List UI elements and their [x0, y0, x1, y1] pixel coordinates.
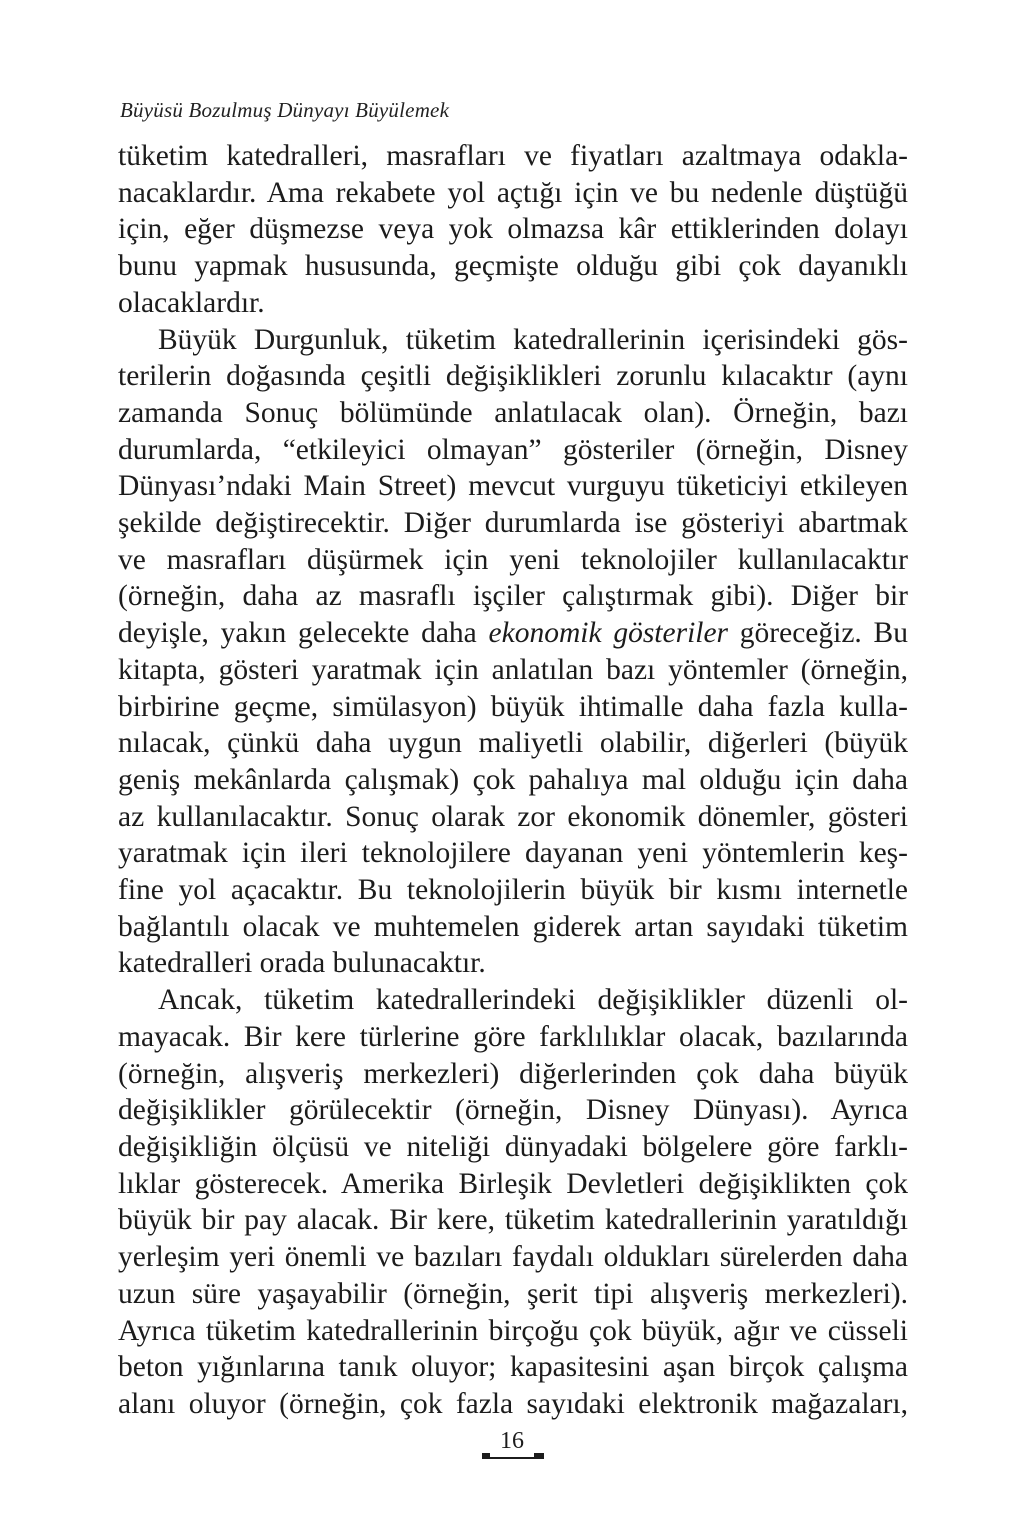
- text-line: büyük bir pay alacak. Bir kere, tüketim katedrallerinin yaratıldığı: [118, 1204, 908, 1237]
- text-line: bağlantılı olacak ve muhtemelen giderek artan sayıdaki tüketim: [118, 910, 908, 943]
- text-line: tüketim katedralleri, masrafları ve fiyatları azaltmaya odakla-: [118, 140, 908, 172]
- page-number-rule-left-cap: [482, 1453, 490, 1459]
- text-line: uzun süre yaşayabilir (örneğin, şerit tipi alışveriş merkezleri).: [118, 1277, 908, 1310]
- text-line: geniş mekânlarda çalışmak) çok pahalıya mal olduğu için daha: [118, 763, 908, 796]
- text-line: (örneğin, alışveriş merkezleri) diğerlerinden çok daha büyük: [118, 1057, 908, 1090]
- text-line: kitapta, gösteri yaratmak için anlatılan bazı yöntemler (örneğin,: [118, 653, 908, 686]
- text-line: terilerin doğasında çeşitli değişiklikleri zorunlu kılacaktır (aynı: [118, 360, 908, 393]
- text-line: değişiklikler görülecektir (örneğin, Disney Dünyası). Ayrıca: [118, 1094, 908, 1127]
- page-footer: [0, 1428, 1024, 1468]
- text-line: için, eğer düşmezse veya yok olmazsa kâr ettiklerinden dolayı: [118, 213, 908, 246]
- text-line: nılacak, çünkü daha uygun maliyetli olabilir, diğerleri (büyük: [118, 727, 908, 760]
- paragraph-1: [118, 138, 908, 322]
- text-line: şekilde değiştirecektir. Diğer durumlarda ise gösteriyi abartmak: [118, 507, 908, 540]
- text-line: mayacak. Bir kere türlerine göre farklılıklar olacak, bazılarında: [118, 1020, 908, 1053]
- text-line: bunu yapmak hususunda, geçmişte olduğu gibi çok dayanıklı: [118, 250, 908, 283]
- text-line: nacaklardır. Ama rekabete yol açtığı için ve bu nedenle düştüğü: [118, 176, 908, 209]
- text-line: alanı oluyor (örneğin, çok fazla sayıdaki elektronik mağazaları,: [118, 1387, 908, 1420]
- text-line: olacaklardır.: [118, 286, 265, 319]
- page-number: 16: [500, 1428, 524, 1454]
- text-line: değişikliğin ölçüsü ve niteliği dünyadaki bölgelere göre farklı-: [118, 1130, 908, 1163]
- text-line: lıklar gösterecek. Amerika Birleşik Devletleri değişiklikten çok: [118, 1167, 908, 1200]
- text-line: durumlarda, “etkileyici olmayan” gösteriler (örneğin, Disney: [118, 433, 908, 466]
- text-line: zamanda Sonuç bölümünde anlatılacak olan). Örneğin, bazı: [118, 396, 908, 429]
- text-line: Büyük Durgunluk, tüketim katedrallerinin içerisindeki gös-: [158, 323, 908, 356]
- text-line: Dünyası’ndaki Main Street) mevcut vurguyu tüketiciyi etkileyen: [118, 470, 908, 503]
- text-line: yaratmak için ileri teknolojilere dayanan yeni yöntemlerin keş-: [118, 837, 908, 870]
- text-line: az kullanılacaktır. Sonuç olarak zor ekonomik dönemler, gösteri: [118, 800, 908, 833]
- running-header: Büyüsü Bozulmuş Dünyayı Büyülemek: [120, 98, 450, 122]
- text-line: katedralleri orada bulunacaktır.: [118, 947, 486, 980]
- italic-phrase: ekonomik gösteriler: [488, 617, 729, 650]
- text-line: Ancak, tüketim katedrallerindeki değişiklikler düzenli ol-: [158, 984, 908, 1017]
- text-line: (örneğin, daha az masraflı işçiler çalıştırmak gibi). Diğer bir: [118, 580, 908, 613]
- text-line: ve masrafları düşürmek için yeni teknolojiler kullanılacaktır: [118, 543, 908, 576]
- page-number-rule-right-cap: [534, 1453, 544, 1459]
- paragraph-3: [118, 982, 908, 1422]
- text-line: birbirine geçme, simülasyon) büyük ihtimalle daha fazla kulla-: [118, 690, 908, 723]
- text-line-with-italic: deyişle, yakın gelecekte daha ekonomik gösteriler göreceğiz. Bu: [118, 617, 908, 650]
- text-line: beton yığınlarına tanık oluyor; kapasitesini aşan birçok çalışma: [118, 1351, 908, 1384]
- text-line: fine yol açacaktır. Bu teknolojilerin büyük bir kısmı internetle: [118, 874, 908, 907]
- body-text: [118, 138, 908, 1423]
- text-line: yerleşim yeri önemli ve bazıları faydalı oldukları sürelerden daha: [118, 1241, 908, 1274]
- text-line: Ayrıca tüketim katedrallerinin birçoğu çok büyük, ağır ve cüsseli: [118, 1314, 908, 1347]
- paragraph-2: [118, 322, 908, 983]
